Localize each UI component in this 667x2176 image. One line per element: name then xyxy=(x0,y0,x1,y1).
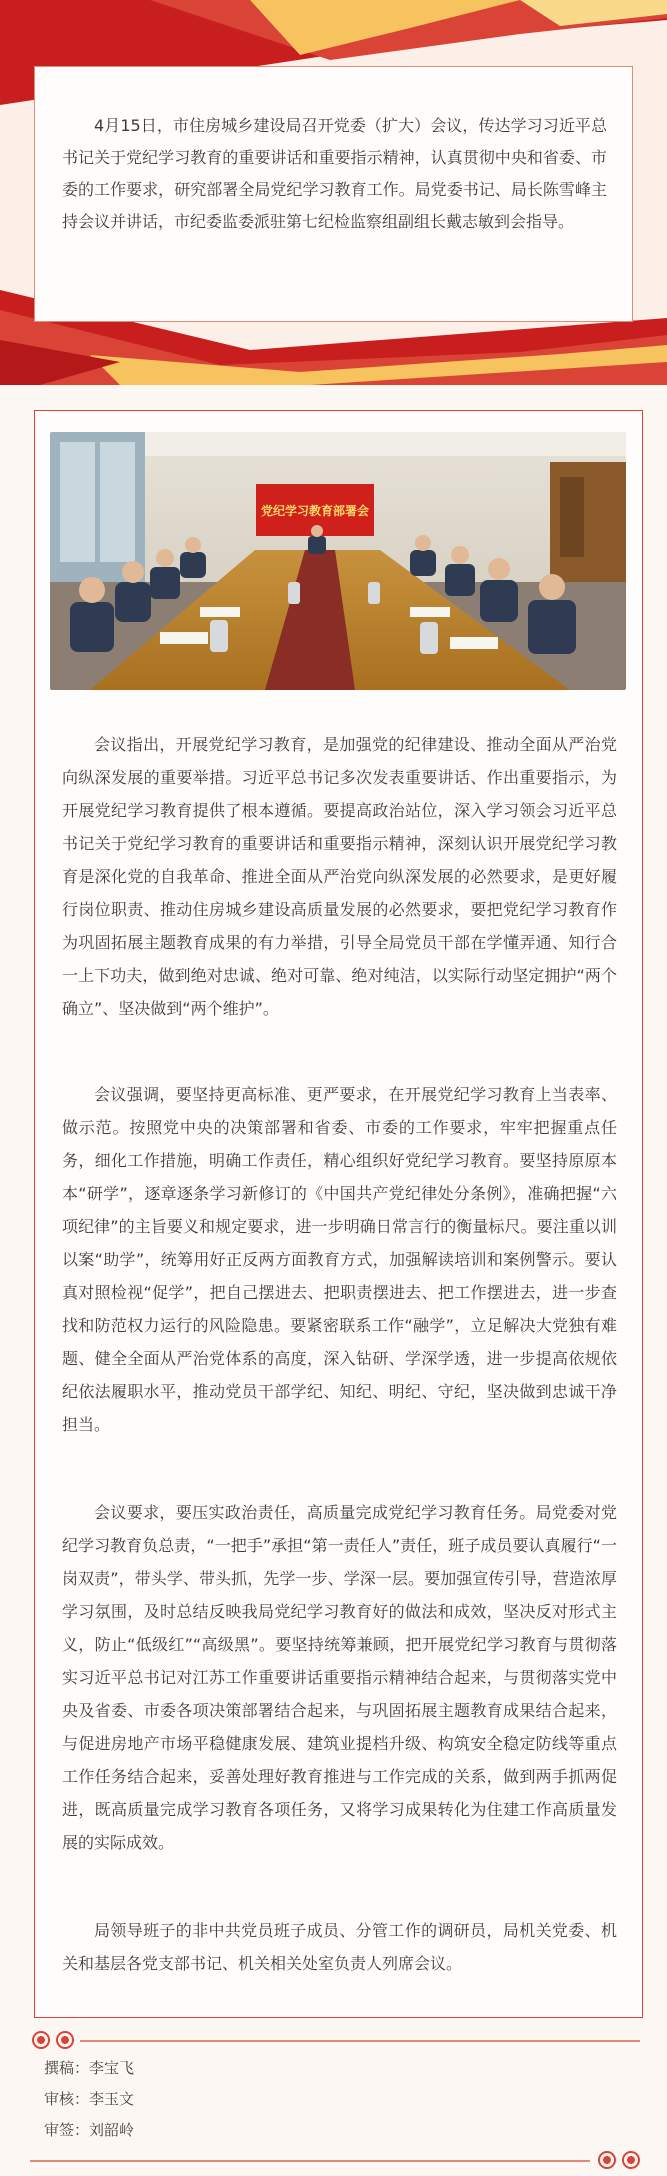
credit-writer: 撰稿：李宝飞 xyxy=(44,2059,135,2077)
meeting-room-illustration xyxy=(50,432,626,690)
circle-dot-icon xyxy=(32,2031,50,2049)
credit-approver: 审签：刘韶岭 xyxy=(44,2121,135,2139)
body-paragraph-3: 会议要求，要压实政治责任，高质量完成党纪学习教育任务。局党委对党纪学习教育负总责，“一把手”承担“第一责任人”责任，班子成员要认真履行“一岗双责”，带头学、带头抓，先学一步、学深一层。要加强宣传引导，营造浓厚学习氛围，及时总结反映我局党纪学习教育好的做法和成效，坚决反对形式主义，防止“低级红”“高级黑”。要坚持统筹兼顾，把开展党纪学习教育与贯彻落实习近平总书记对江苏工作重要讲话重要指示精神结合起来，与贯彻落实党中央及省委、市委各项决策部署结合起来，与巩固拓展主题教育成果结合起来，与促进房地产市场平稳健康发展、建筑业提档升级、构筑安全稳定防线等重点工作任务结合起来，妥善处理好教育推进与工作完成的关系，做到两手抓两促进，既高质量完成学习教育各项任务，又将学习成果转化为住建工作高质量发展的实际成效。 xyxy=(62,1503,617,1852)
banner-text: 党纪学习教育部署会 xyxy=(260,504,370,518)
intro-paragraph: 4月15日，市住房城乡建设局召开党委（扩大）会议，传达学习习近平总书记关于党纪学习教育的重要讲话和重要指示精神，认真贯彻中央和省委、市委的工作要求，研究部署全局党纪学习教育工作。局党委书记、局长陈雪峰主持会议并讲话，市纪委监委派驻第七纪检监察组副组长戴志敏到会指导。 xyxy=(62,116,607,231)
footer-dots-left xyxy=(32,2031,74,2049)
credit-reviewer: 审核：李玉文 xyxy=(44,2090,135,2108)
meeting-photo xyxy=(50,432,626,690)
footer-dots-right xyxy=(598,2151,640,2169)
body-paragraph-4: 局领导班子的非中共党员班子成员、分管工作的调研员，局机关党委、机关和基层各党支部书记、机关相关处室负责人列席会议。 xyxy=(62,1921,617,1973)
footer-divider-bottom xyxy=(30,2160,590,2162)
header-banner xyxy=(0,0,667,385)
circle-dot-icon xyxy=(598,2151,616,2169)
circle-dot-icon xyxy=(622,2151,640,2169)
body-paragraph-1: 会议指出，开展党纪学习教育，是加强党的纪律建设、推动全面从严治党向纵深发展的重要举措。习近平总书记多次发表重要讲话、作出重要指示，为开展党纪学习教育提供了根本遵循。要提高政治站位，深入学习领会习近平总书记关于党纪学习教育的重要讲话和重要指示精神，深刻认识开展党纪学习教育是深化党的自我革命、推进全面从严治党向纵深发展的必然要求，是更好履行岗位职责、推动住房城乡建设高质量发展的必然要求，要把党纪学习教育作为巩固拓展主题教育成果的有力举措，引导全局党员干部在学懂弄通、知行合一上下功夫，做到绝对忠诚、绝对可靠、绝对纯洁，以实际行动坚定拥护“两个确立”、坚决做到“两个维护”。 xyxy=(62,735,617,1018)
body-paragraph-2: 会议强调，要坚持更高标准、更严要求，在开展党纪学习教育上当表率、做示范。按照党中央的决策部署和省委、市委的工作要求，牢牢把握重点任务，细化工作措施，明确工作责任，精心组织好党纪学习教育。要坚持原原本本“研学”，逐章逐条学习新修订的《中国共产党纪律处分条例》，准确把握“六项纪律”的主旨要义和规定要求，进一步明确日常言行的衡量标尺。要注重以训以案“助学”，统筹用好正反两方面教育方式，加强解读培训和案例警示。要认真对照检视“促学”，把自己摆进去、把职责摆进去、把工作摆进去，进一步查找和防范权力运行的风险隐患。要紧密联系工作“融学”，立足解决大党独有难题、健全全面从严治党体系的高度，深入钻研、学深学透，进一步提高依规依纪依法履职水平，推动党员干部学纪、知纪、明纪、守纪，坚决做到忠诚干净担当。 xyxy=(62,1085,617,1434)
footer-divider-top xyxy=(80,2040,640,2042)
circle-dot-icon xyxy=(56,2031,74,2049)
